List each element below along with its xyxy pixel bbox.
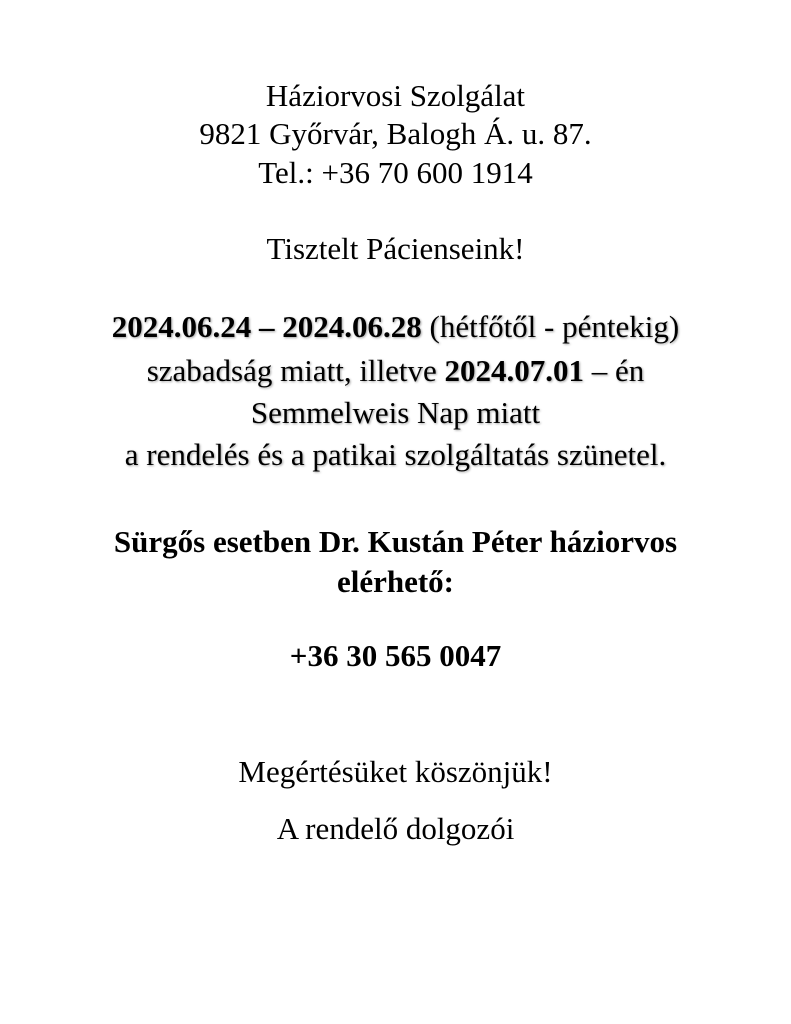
urgent-available-line: elérhető: [336, 564, 455, 599]
urgent-contact-line: Sürgős esetben Dr. Kustán Péter háziorvos [113, 524, 678, 559]
holiday-date: 2024.07.01 [444, 353, 585, 388]
org-phone: Tel.: +36 70 600 1914 [258, 155, 533, 190]
closure-line-1 [0, 309, 791, 345]
closure-reason: szabadság miatt, illetve [146, 353, 445, 388]
closure-line-4: a rendelés és a patikai szolgáltatás szünetel. [124, 437, 667, 472]
closure-date-range: 2024.06.24 – 2024.06.28 [111, 309, 422, 344]
greeting: Tisztelt Pácienseink! [266, 231, 525, 266]
signature-text: A rendelő dolgozói [276, 811, 515, 846]
closure-line-2 [0, 353, 791, 389]
thanks-text: Megértésüket köszönjük! [238, 754, 553, 789]
org-address: 9821 Győrvár, Balogh Á. u. 87. [199, 116, 592, 151]
org-name: Háziorvosi Szolgálat [265, 78, 526, 113]
urgent-phone: +36 30 565 0047 [289, 638, 502, 673]
closure-line-3: Semmelweis Nap miatt [250, 395, 541, 430]
holiday-suffix: – én [584, 353, 645, 388]
closure-days: (hétfőtől - péntekig) [421, 309, 680, 344]
